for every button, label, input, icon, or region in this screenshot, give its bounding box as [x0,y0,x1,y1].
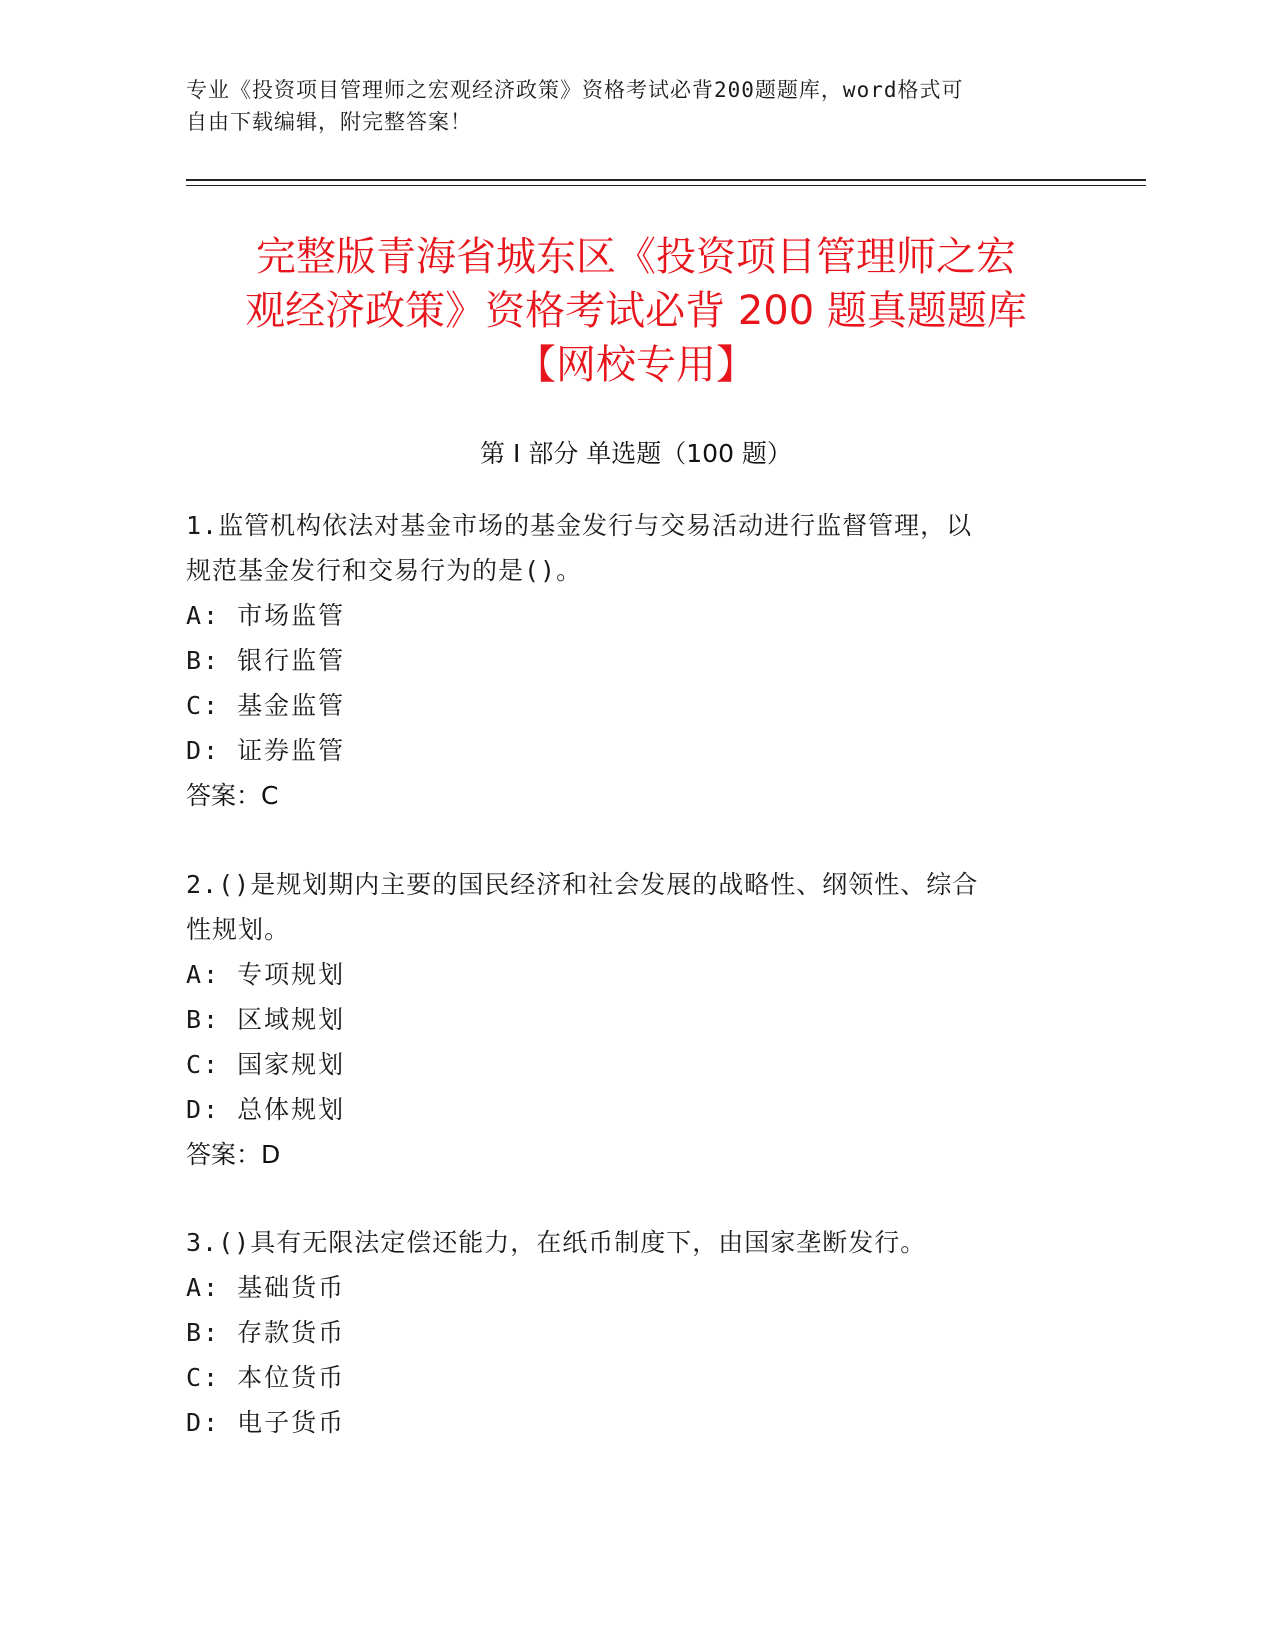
header-divider-thin [186,185,1146,186]
document-title-line-3: 【网校专用】 [516,342,756,388]
option-d: D: 证券监管 [186,736,346,765]
question-stem-line: 2.()是规划期内主要的国民经济和社会发展的战略性、纲领性、综合 [186,870,979,899]
section-heading: 第 I 部分 单选题（100 题） [480,439,792,468]
question-2 [186,862,1066,1177]
question-1 [186,503,1066,818]
option-b: B: 区域规划 [186,1005,346,1034]
document-title-line-2: 观经济政策》资格考试必背 200 题真题题库 [245,288,1027,334]
option-b: B: 银行监管 [186,646,346,675]
question-stem-line: 1.监管机构依法对基金市场的基金发行与交易活动进行监督管理，以 [186,511,973,540]
option-d: D: 电子货币 [186,1408,346,1437]
question-3 [186,1220,1066,1445]
answer: 答案：D [186,1140,281,1169]
header-note-line-2: 自由下载编辑，附完整答案！ [186,110,472,134]
question-stem-line: 3.()具有无限法定偿还能力，在纸币制度下，由国家垄断发行。 [186,1228,927,1257]
question-stem-line: 性规划。 [186,915,291,944]
option-d: D: 总体规划 [186,1095,346,1124]
header-note-line-1: 专业《投资项目管理师之宏观经济政策》资格考试必背200题题库，word格式可 [186,78,964,102]
option-b: B: 存款货币 [186,1318,346,1347]
option-c: C: 基金监管 [186,691,346,720]
document-title-line-1: 完整版青海省城东区《投资项目管理师之宏 [256,234,1016,280]
question-stem-line: 规范基金发行和交易行为的是()。 [186,556,583,585]
option-a: A: 市场监管 [186,601,346,630]
option-c: C: 本位货币 [186,1363,346,1392]
option-c: C: 国家规划 [186,1050,346,1079]
answer: 答案：C [186,781,279,810]
header-note [186,74,1076,138]
document-title [186,230,1086,392]
option-a: A: 专项规划 [186,960,346,989]
header-divider-thick [186,179,1146,181]
option-a: A: 基础货币 [186,1273,346,1302]
